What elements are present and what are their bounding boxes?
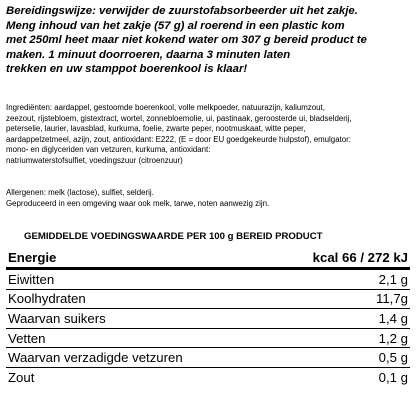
preparation-line: trekken en uw stamppot boerenkool is klaar! xyxy=(6,63,248,76)
ingredients-line: Ingrediënten: aardappel, gestoomde boerenkool, volle melkpoeder, natuurazijn, kaliumzout, xyxy=(6,103,325,112)
nutrition-table xyxy=(6,247,410,387)
ingredients-line: mono- en diglyceriden van vetzuren, kurkuma, antioxidant: xyxy=(6,145,211,155)
ingredients-line: zeezout, rijstebloem, gistextract, wortel, zonnebloemolie, ui, pastinaak, geroosterde ui, bladselderij, xyxy=(6,113,352,123)
nutrition-row xyxy=(6,329,410,349)
nutrient-label: Koolhydraten xyxy=(8,291,86,307)
production-note: Geproduceerd in een omgeving waar ook melk, tarwe, noten aanwezig zijn. xyxy=(6,199,270,208)
nutrient-label: Waarvan suikers xyxy=(8,310,106,326)
nutrient-value: 11,7g xyxy=(375,291,408,307)
nutrition-title: GEMIDDELDE VOEDINGSWAARDE PER 100 g BEREID PRODUCT xyxy=(24,231,323,242)
allergen-info xyxy=(6,187,412,209)
nutrition-row xyxy=(6,270,410,290)
energy-label: Energie xyxy=(8,249,57,265)
nutrient-label: Eiwitten xyxy=(8,271,55,287)
preparation-line: met 250ml heet maar niet kokend water om 307 g bereid product te xyxy=(6,34,367,47)
nutrient-value: 1,4 g xyxy=(378,310,408,326)
ingredients-line: natriumwaterstofsulfiet, voedingszuur (citroenzuur) xyxy=(6,155,183,165)
nutrient-value: 2,1 g xyxy=(378,271,408,287)
allergens-line: Allergenen: melk (lactose), sulfiet, selderij. xyxy=(6,188,154,197)
nutrient-value: 1,2 g xyxy=(378,330,408,346)
nutrient-label: Vetten xyxy=(8,330,46,346)
ingredients-line: peterselie, laurier, lavasblad, kurkuma, foelie, zwarte peper, nootmuskaat, witte peper, xyxy=(6,124,306,134)
ingredients-list xyxy=(6,103,412,167)
preparation-line: Meng inhoud van het zakje (57 g) al roerend in een plastic kom xyxy=(6,19,345,32)
nutrition-header-row xyxy=(6,247,410,270)
nutrient-label: Waarvan verzadigde vetzuren xyxy=(8,350,183,366)
nutrient-value: 0,5 g xyxy=(378,350,408,366)
energy-value: kcal 66 / 272 kJ xyxy=(312,249,408,265)
nutrition-row xyxy=(6,290,410,310)
nutrient-label: Zout xyxy=(8,369,35,385)
nutrition-row xyxy=(6,368,410,387)
preparation-line: maken. 1 minuut doorroeren, daarna 3 minuten laten xyxy=(6,48,291,61)
preparation-instructions xyxy=(6,4,410,77)
nutrition-row xyxy=(6,348,410,368)
nutrition-row xyxy=(6,309,410,329)
ingredients-line: aardappelzetmeel, azijn, zout, antioxidant: E222, (E = door EU goedgekeurde hulpstof), emulgator: xyxy=(6,134,351,144)
nutrient-value: 0,1 g xyxy=(378,369,408,385)
preparation-line: Bereidingswijze: verwijder de zuurstofabsorbeerder uit het zakje. xyxy=(6,5,358,17)
